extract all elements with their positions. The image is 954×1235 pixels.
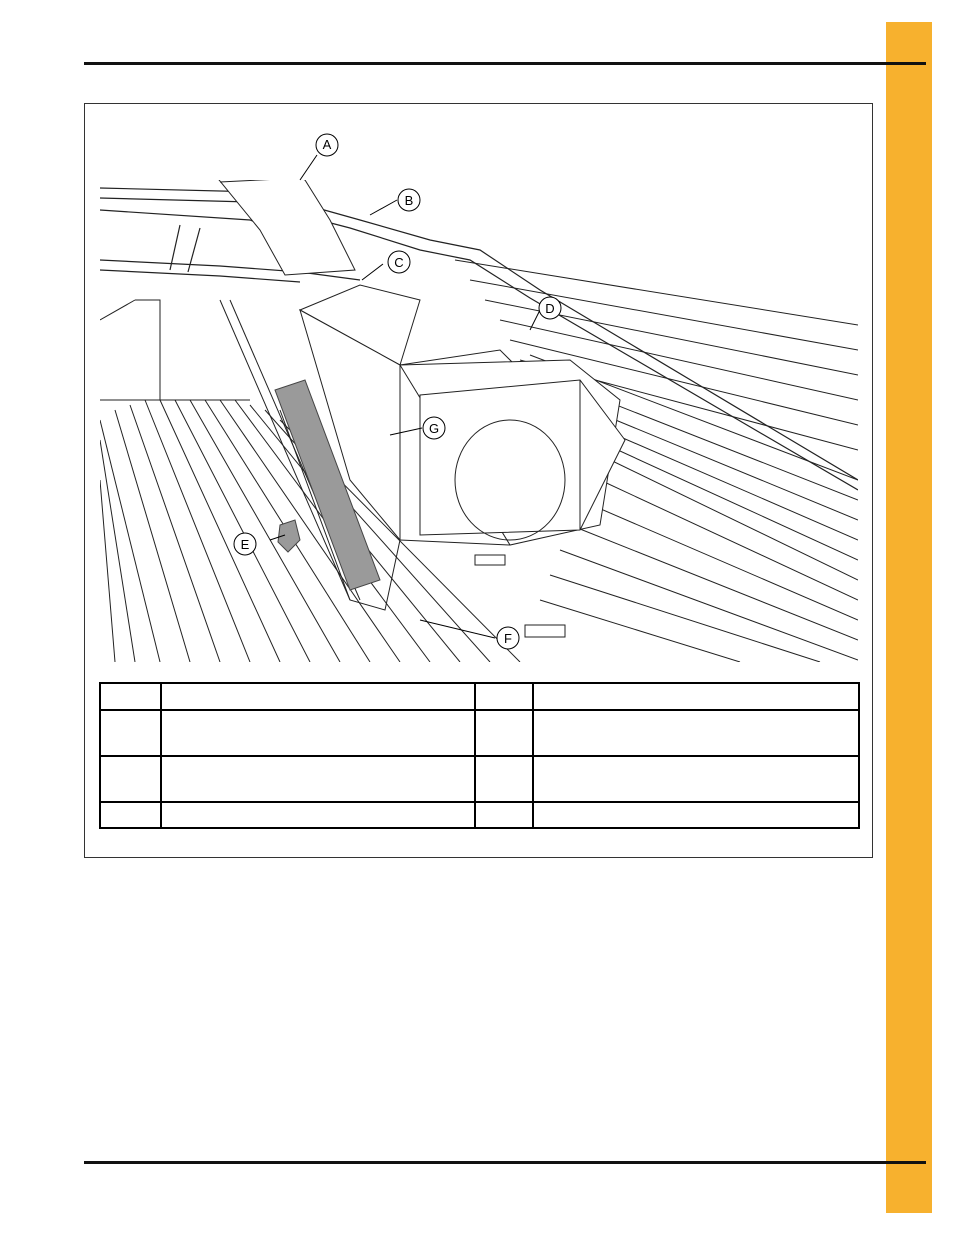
table-cell	[100, 683, 161, 710]
table-cell	[161, 710, 475, 756]
footer-rule	[84, 1161, 926, 1164]
svg-text:B: B	[404, 193, 414, 208]
table-row	[100, 710, 859, 756]
table-cell	[533, 756, 859, 802]
table-cell	[100, 756, 161, 802]
callout-c	[388, 251, 410, 273]
table-cell	[475, 756, 533, 802]
svg-text:E: E	[240, 537, 250, 552]
fan-housing	[400, 360, 625, 545]
table-cell	[533, 683, 859, 710]
callout-d	[539, 297, 561, 319]
table-cell	[100, 802, 161, 828]
table-cell	[161, 683, 475, 710]
table-cell	[475, 710, 533, 756]
callout-f	[497, 627, 519, 649]
table-cell	[161, 802, 475, 828]
table-cell	[533, 802, 859, 828]
table-cell	[161, 756, 475, 802]
chapter-side-tab	[886, 22, 932, 1213]
table-row	[100, 802, 859, 828]
svg-text:C: C	[394, 255, 404, 270]
callout-e	[234, 533, 256, 555]
table-cell	[475, 802, 533, 828]
callout-b	[398, 189, 420, 211]
svg-text:D: D	[545, 301, 555, 316]
roof-fan-installation-drawing	[100, 137, 858, 662]
table-cell	[100, 710, 161, 756]
header-rule	[84, 62, 926, 65]
callout-a	[316, 134, 338, 156]
svg-text:G: G	[428, 421, 440, 436]
table-row	[100, 756, 859, 802]
svg-text:F: F	[504, 631, 512, 646]
table-cell	[533, 710, 859, 756]
roof-brackets	[475, 555, 565, 637]
parts-table	[99, 682, 860, 829]
table-header-row	[100, 683, 859, 710]
table-cell	[475, 683, 533, 710]
svg-text:A: A	[322, 137, 332, 152]
callout-g	[423, 417, 445, 439]
